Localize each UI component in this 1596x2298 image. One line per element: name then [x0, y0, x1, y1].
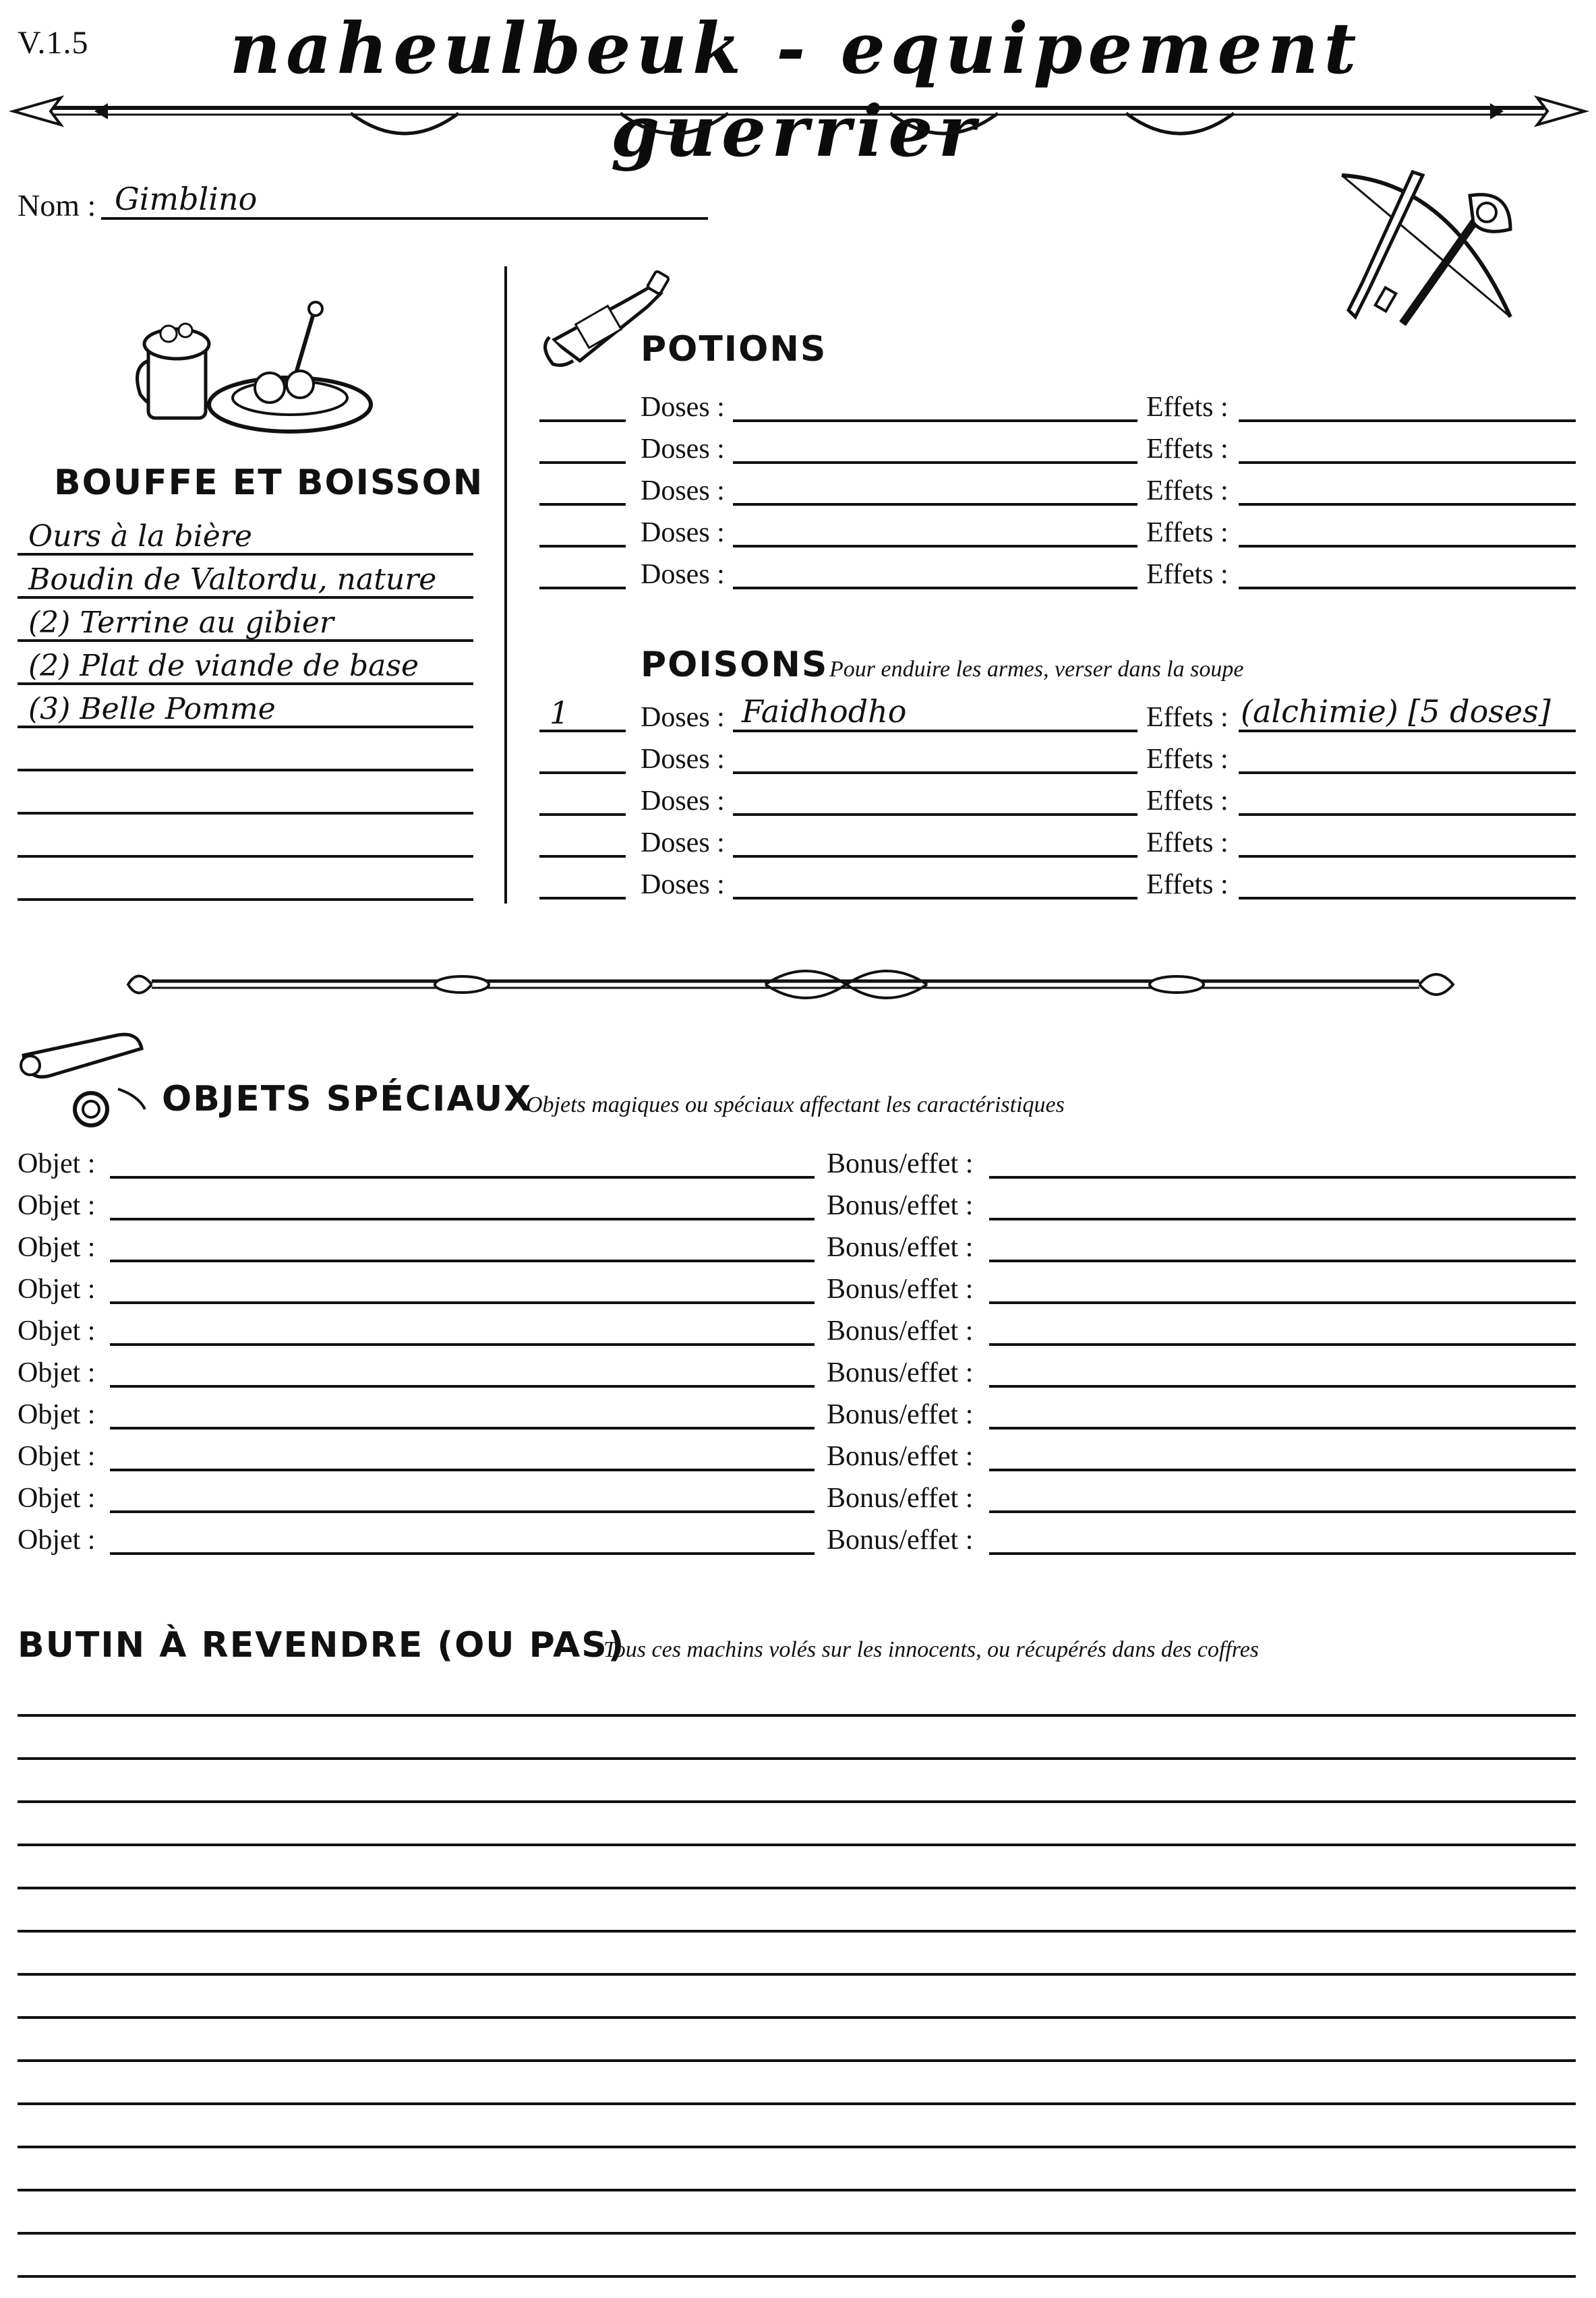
- bonus-line[interactable]: [989, 1510, 1576, 1513]
- food-line: [18, 855, 473, 858]
- bonus-label: Bonus/effet :: [827, 1316, 974, 1347]
- poison-effects-label: Effets :: [1146, 786, 1229, 817]
- crossed-weapons-icon: [1322, 155, 1537, 337]
- poison-doses-line: [733, 771, 1137, 774]
- loot-line[interactable]: [18, 2059, 1576, 2062]
- bonus-label: Bonus/effet :: [827, 1232, 974, 1263]
- bonus-line[interactable]: [989, 1469, 1576, 1471]
- poison-doses-value[interactable]: Faidhodho: [742, 693, 907, 730]
- loot-line[interactable]: [18, 1844, 1576, 1846]
- staff-divider-icon: [125, 961, 1460, 1008]
- object-label: Objet :: [18, 1232, 96, 1263]
- loot-line[interactable]: [18, 1757, 1576, 1760]
- food-line: [18, 898, 473, 901]
- poisons-section-title: POISONS: [641, 645, 829, 685]
- bonus-line[interactable]: [989, 1301, 1576, 1304]
- potion-doses-line: [733, 461, 1137, 464]
- poison-effects-label: Effets :: [1146, 827, 1229, 858]
- object-label: Objet :: [18, 1357, 96, 1388]
- bonus-label: Bonus/effet :: [827, 1190, 974, 1221]
- potion-doses-label: Doses :: [641, 517, 725, 548]
- food-item[interactable]: (3) Belle Pomme: [28, 692, 276, 726]
- poison-qty-line: [539, 813, 626, 816]
- potion-doses-line: [733, 419, 1137, 422]
- bonus-label: Bonus/effet :: [827, 1525, 974, 1556]
- bonus-line[interactable]: [989, 1552, 1576, 1555]
- scroll-ring-icon: [17, 1028, 158, 1129]
- name-label: Nom :: [18, 188, 96, 223]
- loot-line[interactable]: [18, 2146, 1576, 2148]
- object-label: Objet :: [18, 1316, 96, 1347]
- object-label: Objet :: [18, 1483, 96, 1514]
- poison-effects-line: [1239, 730, 1576, 732]
- food-section-title: BOUFFE ET BOISSON: [54, 463, 484, 503]
- food-line: [18, 769, 473, 771]
- version-label: V.1.5: [18, 25, 89, 61]
- poison-doses-line: [733, 855, 1137, 858]
- potion-doses-label: Doses :: [641, 434, 725, 465]
- potion-qty-line: [539, 545, 626, 548]
- food-item[interactable]: (2) Terrine au gibier: [28, 606, 334, 640]
- poison-qty-line: [539, 897, 626, 900]
- potion-effects-label: Effets :: [1146, 475, 1229, 506]
- potion-effects-label: Effets :: [1146, 517, 1229, 548]
- special-objects-subtitle: Objets magiques ou spéciaux affectant les caractéristiques: [526, 1092, 1065, 1117]
- potion-qty-line: [539, 461, 626, 464]
- poison-effects-line: [1239, 897, 1576, 900]
- column-divider: [504, 266, 507, 904]
- bonus-line[interactable]: [989, 1176, 1576, 1179]
- bonus-line[interactable]: [989, 1427, 1576, 1430]
- loot-subtitle: Tous ces machins volés sur les innocents, ou récupérés dans des coffres: [603, 1637, 1260, 1662]
- loot-line[interactable]: [18, 1930, 1576, 1933]
- object-line[interactable]: [110, 1469, 815, 1471]
- potions-section-title: POTIONS: [641, 329, 827, 370]
- name-value[interactable]: Gimblino: [115, 181, 258, 217]
- poison-doses-label: Doses :: [641, 744, 725, 775]
- object-label: Objet :: [18, 1190, 96, 1221]
- poison-effects-value[interactable]: (alchimie) [5 doses]: [1241, 693, 1551, 730]
- special-objects-title: OBJETS SPÉCIAUX: [162, 1079, 533, 1119]
- poison-doses-label: Doses :: [641, 702, 725, 733]
- bonus-label: Bonus/effet :: [827, 1148, 974, 1179]
- potion-effects-line: [1239, 503, 1576, 506]
- bonus-line[interactable]: [989, 1343, 1576, 1346]
- bonus-label: Bonus/effet :: [827, 1441, 974, 1472]
- object-label: Objet :: [18, 1399, 96, 1430]
- loot-line[interactable]: [18, 2275, 1576, 2278]
- object-line[interactable]: [110, 1552, 815, 1555]
- loot-line[interactable]: [18, 2016, 1576, 2019]
- object-line[interactable]: [110, 1218, 815, 1220]
- potion-doses-line: [733, 587, 1137, 589]
- poison-effects-line: [1239, 813, 1576, 816]
- potion-qty-line: [539, 587, 626, 589]
- potion-effects-label: Effets :: [1146, 559, 1229, 590]
- loot-line[interactable]: [18, 1973, 1576, 1976]
- loot-line[interactable]: [18, 1714, 1576, 1717]
- poison-qty-line: [539, 771, 626, 774]
- bonus-label: Bonus/effet :: [827, 1483, 974, 1514]
- loot-line[interactable]: [18, 1887, 1576, 1889]
- food-item[interactable]: (2) Plat de viande de base: [28, 649, 419, 683]
- bonus-label: Bonus/effet :: [827, 1357, 974, 1388]
- food-item[interactable]: Ours à la bière: [28, 519, 252, 554]
- object-line[interactable]: [110, 1385, 815, 1388]
- poison-effects-label: Effets :: [1146, 702, 1229, 733]
- potion-doses-label: Doses :: [641, 392, 725, 423]
- potion-doses-label: Doses :: [641, 559, 725, 590]
- object-line[interactable]: [110, 1260, 815, 1262]
- poison-qty-line: [539, 855, 626, 858]
- loot-line[interactable]: [18, 2189, 1576, 2191]
- bonus-line[interactable]: [989, 1218, 1576, 1220]
- bonus-line[interactable]: [989, 1260, 1576, 1262]
- food-item[interactable]: Boudin de Valtordu, nature: [28, 562, 437, 597]
- loot-line[interactable]: [18, 2232, 1576, 2235]
- potion-effects-line: [1239, 461, 1576, 464]
- poison-effects-label: Effets :: [1146, 744, 1229, 775]
- loot-line[interactable]: [18, 1800, 1576, 1803]
- poison-doses-line: [733, 813, 1137, 816]
- poison-doses-label: Doses :: [641, 827, 725, 858]
- object-label: Objet :: [18, 1274, 96, 1305]
- page-title: naheulbeuk - equipement guerrier: [229, 7, 1362, 173]
- loot-line[interactable]: [18, 2102, 1576, 2105]
- bonus-label: Bonus/effet :: [827, 1274, 974, 1305]
- object-label: Objet :: [18, 1441, 96, 1472]
- poisons-subtitle: Pour enduire les armes, verser dans la soupe: [829, 657, 1244, 682]
- potion-doses-line: [733, 545, 1137, 548]
- object-line[interactable]: [110, 1427, 815, 1430]
- poison-qty[interactable]: 1: [550, 695, 570, 731]
- potion-doses-label: Doses :: [641, 475, 725, 506]
- potion-effects-line: [1239, 419, 1576, 422]
- poison-doses-label: Doses :: [641, 869, 725, 900]
- poison-doses-line: [733, 897, 1137, 900]
- poison-effects-line: [1239, 771, 1576, 774]
- object-line[interactable]: [110, 1176, 815, 1179]
- potion-effects-label: Effets :: [1146, 434, 1229, 465]
- name-underline: [101, 217, 708, 220]
- potion-effects-line: [1239, 545, 1576, 548]
- object-label: Objet :: [18, 1525, 96, 1556]
- loot-section-title: BUTIN À REVENDRE (OU PAS): [18, 1625, 626, 1666]
- potion-doses-line: [733, 503, 1137, 506]
- poison-doses-line: [733, 730, 1137, 732]
- poison-effects-label: Effets :: [1146, 869, 1229, 900]
- food-line: [18, 812, 473, 815]
- food-plate-icon: [135, 297, 378, 438]
- potion-effects-line: [1239, 587, 1576, 589]
- object-line[interactable]: [110, 1510, 815, 1513]
- spear-divider-icon: [13, 81, 1585, 148]
- potion-qty-line: [539, 419, 626, 422]
- bonus-line[interactable]: [989, 1385, 1576, 1388]
- poison-effects-line: [1239, 855, 1576, 858]
- object-label: Objet :: [18, 1148, 96, 1179]
- bonus-label: Bonus/effet :: [827, 1399, 974, 1430]
- potion-effects-label: Effets :: [1146, 392, 1229, 423]
- potion-qty-line: [539, 503, 626, 506]
- object-line[interactable]: [110, 1301, 815, 1304]
- poison-doses-label: Doses :: [641, 786, 725, 817]
- object-line[interactable]: [110, 1343, 815, 1346]
